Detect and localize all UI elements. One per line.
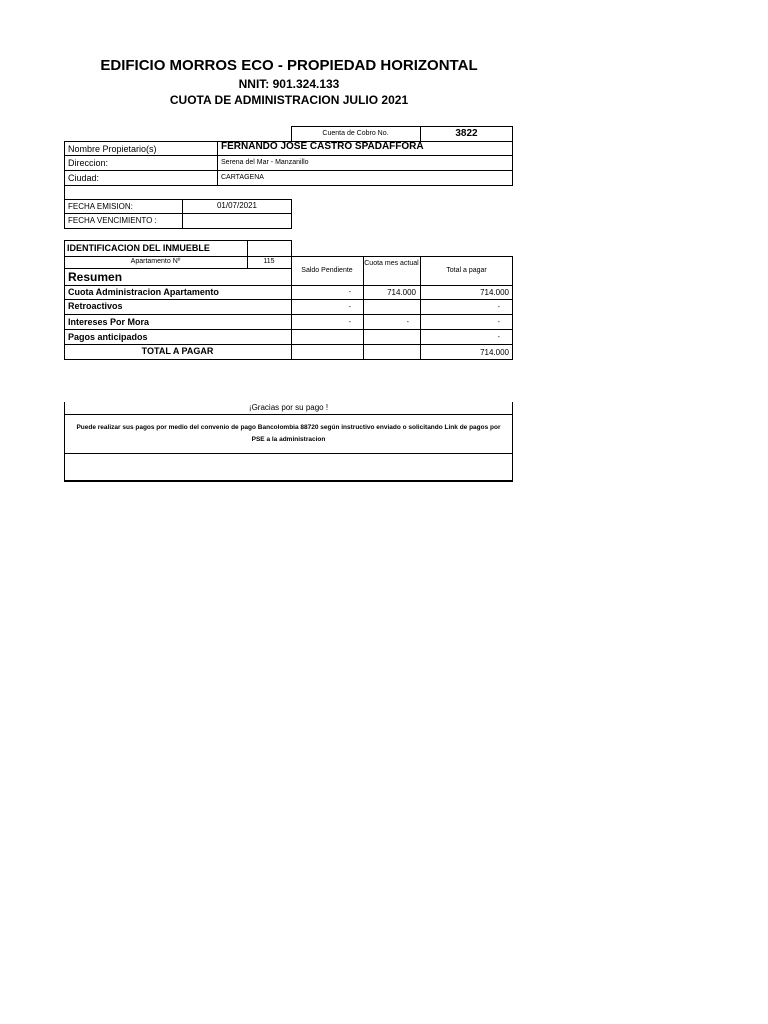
- row-total: -: [497, 319, 500, 326]
- row-cuota: 714.000: [387, 288, 416, 297]
- row-concepto: Intereses Por Mora: [68, 317, 150, 327]
- divider: [64, 414, 513, 415]
- row-concepto: Pagos anticipados: [68, 332, 148, 342]
- col-cuota-mes-actual: Cuota mes actual: [364, 260, 419, 267]
- payment-note-line2: PSE a la administracion: [251, 436, 326, 443]
- nit-text: NNIT: 901.324.133: [238, 77, 340, 91]
- divider: [64, 299, 513, 300]
- direccion-label: Direccion:: [68, 158, 109, 168]
- row-concepto: Cuota Administracion Apartamento: [68, 287, 219, 297]
- apartamento-label: Apartamento Nº: [130, 258, 181, 265]
- divider: [247, 240, 248, 257]
- fecha-emision-label: FECHA EMISION:: [68, 202, 133, 211]
- payment-note-line1: Puede realizar sus pagos por medio del convenio de pago Bancolombia 88720 según instructivo enviado o solicitando Link de pagos por: [76, 424, 501, 431]
- divider: [64, 185, 65, 199]
- divider: [64, 213, 292, 214]
- col-total-a-pagar: Total a pagar: [446, 267, 487, 274]
- apartamento-value: 115: [263, 258, 275, 265]
- cuenta-cobro-label: Cuenta de Cobro No.: [322, 130, 389, 137]
- row-concepto: Retroactivos: [68, 301, 123, 311]
- row-saldo: -: [348, 304, 351, 311]
- inmueble-heading: IDENTIFICACION DEL INMUEBLE: [67, 243, 210, 253]
- nombre-value: FERNANDO JOSE CASTRO SPADAFFORA: [221, 141, 424, 152]
- ciudad-value: CARTAGENA: [221, 174, 264, 181]
- nombre-label: Nombre Propietario(s): [68, 144, 157, 154]
- ciudad-label: Ciudad:: [68, 173, 100, 183]
- row-total: -: [497, 304, 500, 311]
- row-cuota: -: [406, 319, 409, 326]
- col-saldo-pendiente: Saldo Pendiente: [301, 267, 353, 274]
- divider: [64, 268, 291, 269]
- footer-bottom-border: [64, 480, 513, 482]
- gracias-text: ¡Gracias por su pago !: [248, 403, 329, 412]
- col-cuota-mes-actual-1: [363, 258, 420, 269]
- divider: [64, 155, 513, 156]
- total-a-pagar-value: 714.000: [480, 348, 509, 357]
- fecha-vencimiento-label: FECHA VENCIMIENTO :: [68, 216, 157, 225]
- direccion-value: Serena del Mar - Manzanillo: [221, 159, 309, 166]
- page-title: EDIFICIO MORROS ECO - PROPIEDAD HORIZONTAL: [100, 57, 478, 74]
- fecha-emision-value: 01/07/2021: [216, 201, 258, 210]
- row-total: 714.000: [480, 288, 509, 297]
- cuenta-cobro-number: 3822: [455, 128, 478, 139]
- document-subtitle: CUOTA DE ADMINISTRACION JULIO 2021: [169, 93, 409, 107]
- row-total: -: [497, 334, 500, 341]
- total-a-pagar-label: TOTAL A PAGAR: [141, 346, 214, 356]
- divider: [217, 141, 218, 186]
- divider: [64, 329, 513, 330]
- divider: [64, 314, 513, 315]
- divider: [64, 453, 513, 454]
- row-saldo: -: [348, 289, 351, 296]
- row-saldo: -: [348, 319, 351, 326]
- divider: [64, 170, 513, 171]
- resumen-heading: Resumen: [68, 270, 123, 284]
